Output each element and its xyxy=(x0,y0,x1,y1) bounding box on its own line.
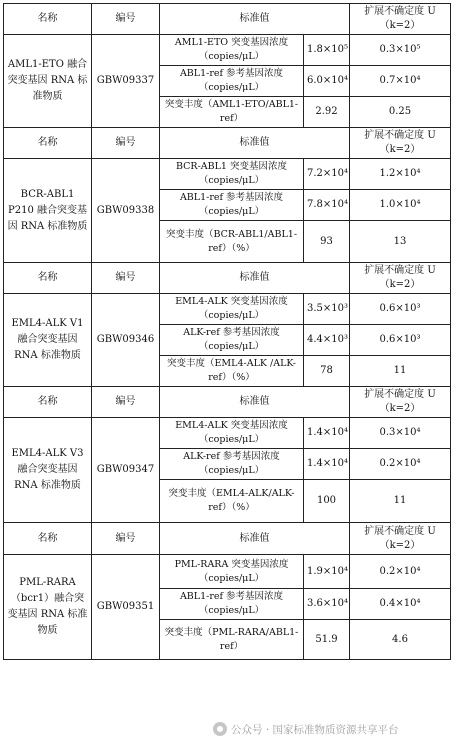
header-uncertainty: 扩展不确定度 U（k=2） xyxy=(350,523,451,555)
material-name: PML-RARA（bcr1）融合突变基因 RNA 标准物质 xyxy=(4,555,92,660)
header-name: 名称 xyxy=(4,128,92,159)
standard-value: 2.92 xyxy=(304,97,350,128)
material-code: GBW09347 xyxy=(92,418,160,523)
standard-value: 1.4×10⁴ xyxy=(304,449,350,480)
material-name: EML4-ALK V3 融合突变基因 RNA 标准物质 xyxy=(4,418,92,523)
header-code: 编号 xyxy=(92,4,160,35)
property-description: ALK-ref 参考基因浓度（copies/μL） xyxy=(160,325,304,356)
header-uncertainty: 扩展不确定度 U（k=2） xyxy=(350,128,451,159)
standard-value: 1.9×10⁴ xyxy=(304,555,350,589)
uncertainty-value: 0.3×10⁵ xyxy=(350,35,451,66)
uncertainty-value: 11 xyxy=(350,356,451,387)
header-code: 编号 xyxy=(92,387,160,418)
standard-value: 7.2×10⁴ xyxy=(304,159,350,190)
header-name: 名称 xyxy=(4,4,92,35)
header-standard-value: 标准值 xyxy=(160,128,350,159)
header-code: 编号 xyxy=(92,128,160,159)
watermark xyxy=(213,720,399,738)
uncertainty-value: 11 xyxy=(350,480,451,523)
standard-value: 6.0×10⁴ xyxy=(304,66,350,97)
header-name: 名称 xyxy=(4,263,92,294)
wechat-icon xyxy=(213,722,227,736)
watermark-text: 公众号 · 国家标准物质资源共享平台 xyxy=(231,723,399,736)
table-row xyxy=(4,418,451,449)
uncertainty-value: 0.6×10³ xyxy=(350,325,451,356)
header-code: 编号 xyxy=(92,523,160,555)
header-standard-value: 标准值 xyxy=(160,523,350,555)
table-row xyxy=(4,555,451,589)
property-description: ABL1-ref 参考基因浓度（copies/μL） xyxy=(160,66,304,97)
property-description: 突变丰度（AML1-ETO/ABL1-ref） xyxy=(160,97,304,128)
material-code: GBW09338 xyxy=(92,159,160,263)
property-description: PML-RARA 突变基因浓度（copies/μL） xyxy=(160,555,304,589)
material-code: GBW09337 xyxy=(92,35,160,128)
standard-value: 3.5×10³ xyxy=(304,294,350,325)
property-description: ABL1-ref 参考基因浓度（copies/μL） xyxy=(160,589,304,620)
property-description: AML1-ETO 突变基因浓度（copies/μL） xyxy=(160,35,304,66)
uncertainty-value: 0.7×10⁴ xyxy=(350,66,451,97)
property-description: 突变丰度（EML4-ALK /ALK-ref）（%） xyxy=(160,356,304,387)
header-row xyxy=(4,263,451,294)
uncertainty-value: 13 xyxy=(350,221,451,263)
property-description: 突变丰度（EML4-ALK/ALK-ref）（%） xyxy=(160,480,304,523)
header-standard-value: 标准值 xyxy=(160,4,350,35)
header-row xyxy=(4,523,451,555)
material-name: AML1-ETO 融合突变基因 RNA 标准物质 xyxy=(4,35,92,128)
table-row xyxy=(4,159,451,190)
uncertainty-value: 4.6 xyxy=(350,620,451,660)
property-description: ABL1-ref 参考基因浓度（copies/μL） xyxy=(160,190,304,221)
table-row xyxy=(4,294,451,325)
header-standard-value: 标准值 xyxy=(160,263,350,294)
header-row xyxy=(4,387,451,418)
material-code: GBW09346 xyxy=(92,294,160,387)
property-description: 突变丰度（PML-RARA/ABL1-ref） xyxy=(160,620,304,660)
uncertainty-value: 0.2×10⁴ xyxy=(350,449,451,480)
standard-value: 3.6×10⁴ xyxy=(304,589,350,620)
material-name: EML4-ALK V1 融合突变基因 RNA 标准物质 xyxy=(4,294,92,387)
uncertainty-value: 0.6×10³ xyxy=(350,294,451,325)
property-description: EML4-ALK 突变基因浓度（copies/μL） xyxy=(160,294,304,325)
header-row xyxy=(4,128,451,159)
standard-value: 1.4×10⁴ xyxy=(304,418,350,449)
property-description: ALK-ref 参考基因浓度（copies/μL） xyxy=(160,449,304,480)
standard-value: 78 xyxy=(304,356,350,387)
property-description: EML4-ALK 突变基因浓度（copies/μL） xyxy=(160,418,304,449)
header-code: 编号 xyxy=(92,263,160,294)
material-code: GBW09351 xyxy=(92,555,160,660)
property-description: 突变丰度（BCR-ABL1/ABL1-ref）（%） xyxy=(160,221,304,263)
standard-value: 4.4×10³ xyxy=(304,325,350,356)
header-row xyxy=(4,4,451,35)
uncertainty-value: 0.25 xyxy=(350,97,451,128)
header-uncertainty: 扩展不确定度 U（k=2） xyxy=(350,263,451,294)
header-standard-value: 标准值 xyxy=(160,387,350,418)
standard-value: 93 xyxy=(304,221,350,263)
uncertainty-value: 0.4×10⁴ xyxy=(350,589,451,620)
uncertainty-value: 0.2×10⁴ xyxy=(350,555,451,589)
property-description: BCR-ABL1 突变基因浓度（copies/μL） xyxy=(160,159,304,190)
uncertainty-value: 1.2×10⁴ xyxy=(350,159,451,190)
uncertainty-value: 1.0×10⁴ xyxy=(350,190,451,221)
standard-value: 7.8×10⁴ xyxy=(304,190,350,221)
uncertainty-value: 0.3×10⁴ xyxy=(350,418,451,449)
header-uncertainty: 扩展不确定度 U（k=2） xyxy=(350,387,451,418)
reference-material-table xyxy=(3,3,451,660)
table-row xyxy=(4,35,451,66)
header-name: 名称 xyxy=(4,523,92,555)
standard-value: 1.8×10⁵ xyxy=(304,35,350,66)
header-name: 名称 xyxy=(4,387,92,418)
header-uncertainty: 扩展不确定度 U（k=2） xyxy=(350,4,451,35)
material-name: BCR-ABL1 P210 融合突变基因 RNA 标准物质 xyxy=(4,159,92,263)
standard-value: 100 xyxy=(304,480,350,523)
standard-value: 51.9 xyxy=(304,620,350,660)
